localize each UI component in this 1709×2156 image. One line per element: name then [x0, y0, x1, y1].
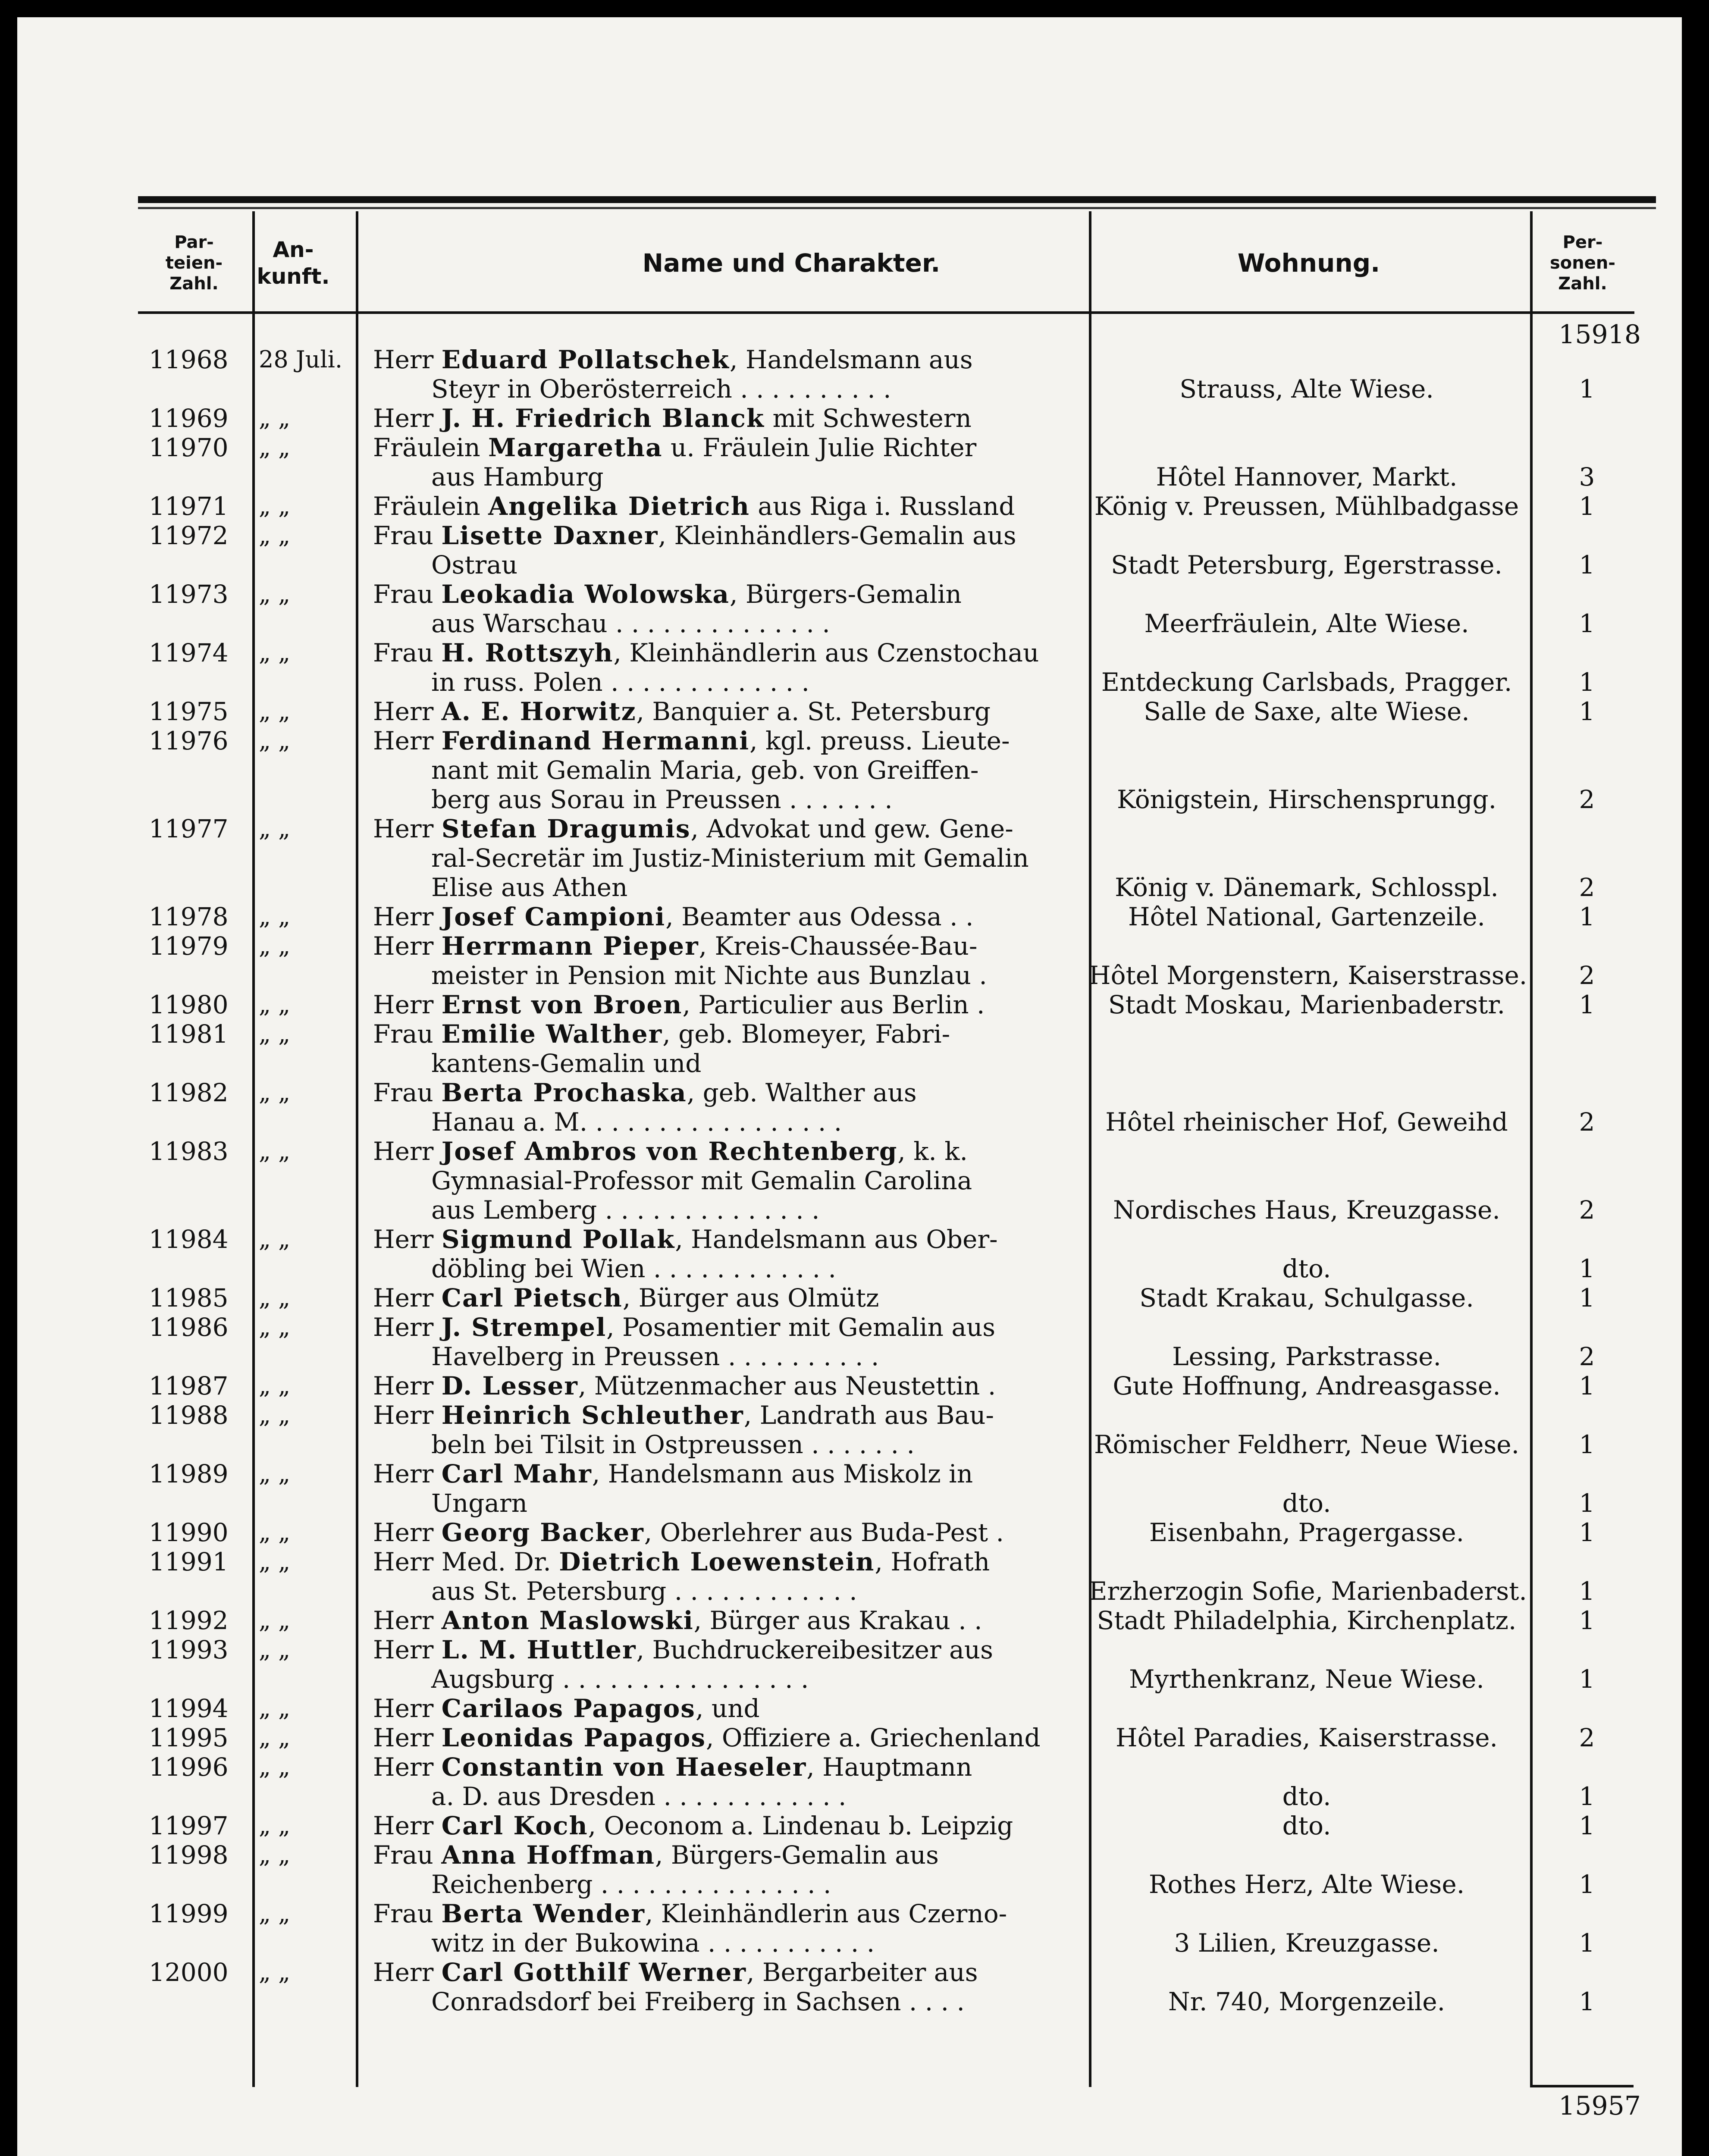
- header-personen: Per- sonen- Zahl.: [1550, 232, 1615, 294]
- title: Herr: [373, 1635, 442, 1664]
- person-count: 1: [1579, 902, 1595, 931]
- entry-name-continuation: witz in der Bukowina . . . . . . . . . . .: [431, 1928, 875, 1958]
- person-count: 1: [1579, 667, 1595, 697]
- description: , Landrath aus Bau-: [743, 1401, 994, 1430]
- person-count: 1: [1579, 609, 1595, 638]
- person-count: 1: [1579, 1254, 1595, 1283]
- entry-number: 11999: [149, 1899, 229, 1928]
- person-count: 1: [1579, 1928, 1595, 1958]
- header-rule: [138, 311, 1634, 314]
- person-name: Leonidas Papagos: [441, 1723, 706, 1752]
- entry-name-continuation: ral-Secretär im Justiz-Ministerium mit Gemalin: [431, 843, 1029, 873]
- entry-number: 11993: [149, 1635, 229, 1664]
- title: Herr: [373, 1283, 442, 1313]
- entry-number: 11987: [149, 1371, 229, 1401]
- description: , Banquier a. St. Petersburg: [636, 697, 991, 726]
- person-count: 1: [1579, 1371, 1595, 1401]
- entry-name-line: [373, 1078, 1080, 1107]
- title: Herr: [373, 1811, 442, 1840]
- person-name: Berta Prochaska: [441, 1078, 687, 1107]
- person-name: J. Strempel: [441, 1313, 607, 1342]
- header-wohnung: Wohnung.: [1237, 248, 1380, 278]
- entry-number: 11976: [149, 726, 229, 755]
- description: , Mützenmacher aus Neustettin .: [578, 1371, 996, 1401]
- title: Herr: [373, 1401, 442, 1430]
- col-rule-1: [252, 211, 255, 2087]
- entry-number: 11981: [149, 1019, 229, 1049]
- arrival-date: „ „: [259, 1812, 291, 1839]
- person-name: Heinrich Schleuther: [441, 1401, 744, 1430]
- title: Frau: [373, 638, 442, 667]
- description: , Particulier aus Berlin .: [682, 990, 985, 1019]
- entry-name-continuation: aus St. Petersburg . . . . . . . . . . . .: [431, 1576, 857, 1606]
- person-name: Carl Pietsch: [441, 1283, 623, 1313]
- person-name: Emilie Walther: [441, 1019, 663, 1049]
- title: Herr: [373, 902, 442, 931]
- residence: König v. Dänemark, Schlosspl.: [1115, 873, 1499, 902]
- title: Frau: [373, 521, 442, 550]
- header-parteien: Par- teien- Zahl.: [165, 232, 223, 294]
- residence: dto.: [1282, 1782, 1331, 1811]
- person-name: H. Rottszyh: [441, 638, 614, 667]
- description: , Bergarbeiter aus: [746, 1958, 978, 1987]
- title: Herr: [373, 1459, 442, 1489]
- person-name: Anna Hoffman: [441, 1840, 655, 1870]
- person-name: Carilaos Papagos: [441, 1694, 696, 1723]
- description: , k. k.: [897, 1137, 968, 1166]
- entry-number: 11982: [149, 1078, 229, 1107]
- entry-number: 11980: [149, 990, 229, 1019]
- residence: Entdeckung Carlsbads, Pragger.: [1101, 667, 1512, 697]
- residence: Stadt Petersburg, Egerstrasse.: [1111, 550, 1502, 580]
- residence: Meerfräulein, Alte Wiese.: [1144, 609, 1469, 638]
- description: , Hofrath: [875, 1547, 990, 1576]
- entry-name-line: [373, 1811, 1080, 1840]
- entry-name-continuation: Ostrau: [431, 550, 518, 580]
- entry-name-line: [373, 1606, 1080, 1635]
- person-name: Anton Maslowski: [441, 1606, 694, 1635]
- entry-number: 11979: [149, 931, 229, 961]
- col-rule-2: [356, 211, 358, 2087]
- person-name: A. E. Horwitz: [441, 697, 637, 726]
- title: Frau: [373, 1840, 442, 1870]
- entry-name-line: [373, 726, 1080, 755]
- arrival-date: „ „: [259, 404, 291, 432]
- title: Herr: [373, 1752, 442, 1782]
- person-name: D. Lesser: [441, 1371, 578, 1401]
- person-name: Angelika Dietrich: [488, 492, 750, 521]
- person-name: Carl Koch: [441, 1811, 588, 1840]
- arrival-date: „ „: [259, 991, 291, 1018]
- arrival-date: „ „: [259, 580, 291, 608]
- description: , Handelsmann aus Miskolz in: [592, 1459, 973, 1489]
- entry-name-line: [373, 1225, 1080, 1254]
- description: , Oberlehrer aus Buda-Pest .: [644, 1518, 1004, 1547]
- person-count: 2: [1579, 873, 1595, 902]
- person-count: 2: [1579, 961, 1595, 990]
- residence: Myrthenkranz, Neue Wiese.: [1129, 1664, 1484, 1694]
- entry-number: 11997: [149, 1811, 229, 1840]
- total-rule: [1530, 2085, 1634, 2087]
- entry-name-continuation: aus Lemberg . . . . . . . . . . . . . .: [431, 1195, 820, 1225]
- description: , geb. Walther aus: [687, 1078, 917, 1107]
- residence: dto.: [1282, 1489, 1331, 1518]
- entry-number: 11984: [149, 1225, 229, 1254]
- title: Frau: [373, 1899, 442, 1928]
- title: Herr: [373, 1518, 442, 1547]
- description: mit Schwestern: [765, 404, 972, 433]
- person-count: 1: [1579, 1782, 1595, 1811]
- residence: Eisenbahn, Pragergasse.: [1149, 1518, 1464, 1547]
- person-name: J. H. Friedrich Blanck: [441, 404, 765, 433]
- entry-name-continuation: berg aus Sorau in Preussen . . . . . . .: [431, 785, 893, 814]
- description: , geb. Blomeyer, Fabri-: [662, 1019, 950, 1049]
- residence: Strauss, Alte Wiese.: [1179, 374, 1434, 404]
- arrival-date: 28 Juli.: [259, 346, 343, 373]
- person-name: Berta Wender: [441, 1899, 645, 1928]
- title: Herr: [373, 1606, 442, 1635]
- person-count: 1: [1579, 1489, 1595, 1518]
- title: Herr: [373, 931, 442, 961]
- person-name: Stefan Dragumis: [441, 814, 691, 843]
- carry-out-total: 15957: [1558, 2091, 1641, 2121]
- header-ankunft: An- kunft.: [257, 237, 330, 289]
- title: Herr: [373, 404, 442, 433]
- arrival-date: „ „: [259, 492, 291, 520]
- arrival-date: „ „: [259, 1225, 291, 1253]
- description: , Handelsmann aus Ober-: [675, 1225, 998, 1254]
- entry-name-continuation: a. D. aus Dresden . . . . . . . . . . . .: [431, 1782, 847, 1811]
- arrival-date: „ „: [259, 1841, 291, 1868]
- title: Herr: [373, 1694, 442, 1723]
- entry-number: 11969: [149, 404, 229, 433]
- entry-name-line: [373, 1019, 1080, 1049]
- arrival-date: „ „: [259, 1284, 291, 1311]
- arrival-date: „ „: [259, 903, 291, 930]
- entry-name-continuation: aus Hamburg: [431, 462, 604, 492]
- arrival-date: „ „: [259, 1138, 291, 1165]
- table-header: [138, 211, 1634, 315]
- title: Herr: [373, 726, 442, 755]
- arrival-date: „ „: [259, 639, 291, 666]
- title: Herr: [373, 814, 442, 843]
- residence: Salle de Saxe, alte Wiese.: [1144, 697, 1470, 726]
- arrival-date: „ „: [259, 1460, 291, 1487]
- description: aus Riga i. Russland: [749, 492, 1015, 521]
- residence: Hôtel National, Gartenzeile.: [1128, 902, 1485, 931]
- entry-number: 11975: [149, 697, 229, 726]
- person-count: 1: [1579, 1870, 1595, 1899]
- residence: Erzherzogin Sofie, Marienbaderst.: [1089, 1576, 1527, 1606]
- description: , Oeconom a. Lindenau b. Leipzig: [588, 1811, 1013, 1840]
- person-count: 1: [1579, 492, 1595, 521]
- person-name: Josef Campioni: [441, 902, 666, 931]
- title: Frau: [373, 1078, 442, 1107]
- entry-name-line: [373, 1137, 1080, 1166]
- residence: Gute Hoffnung, Andreasgasse.: [1113, 1371, 1501, 1401]
- description: , Bürger aus Krakau . .: [693, 1606, 982, 1635]
- person-name: L. M. Huttler: [441, 1635, 637, 1664]
- residence: 3 Lilien, Kreuzgasse.: [1174, 1928, 1439, 1958]
- entry-name-line: [373, 1723, 1080, 1752]
- description: , Kleinhändlerin aus Czenstochau: [613, 638, 1039, 667]
- person-count: 1: [1579, 1606, 1595, 1635]
- entry-name-line: [373, 521, 1080, 550]
- description: , Bürgers-Gemalin aus: [655, 1840, 939, 1870]
- person-count: 2: [1579, 1107, 1595, 1137]
- arrival-date: „ „: [259, 1900, 291, 1927]
- person-count: 1: [1579, 374, 1595, 404]
- person-count: 1: [1579, 1283, 1595, 1313]
- entry-number: 11977: [149, 814, 229, 843]
- description: , kgl. preuss. Lieute-: [749, 726, 1010, 755]
- entry-name-line: [373, 1958, 1080, 1987]
- arrival-date: „ „: [259, 1753, 291, 1780]
- entry-number: 11986: [149, 1313, 229, 1342]
- arrival-date: „ „: [259, 932, 291, 959]
- entry-name-line: [373, 638, 1080, 667]
- person-count: 2: [1579, 1723, 1595, 1752]
- arrival-date: „ „: [259, 1695, 291, 1722]
- description: , und: [695, 1694, 760, 1723]
- title: Herr Med. Dr.: [373, 1547, 559, 1576]
- entry-name-continuation: kantens-Gemalin und: [431, 1049, 702, 1078]
- entry-number: 11972: [149, 521, 229, 550]
- arrival-date: „ „: [259, 1548, 291, 1575]
- description: , Offiziere a. Griechenland: [706, 1723, 1041, 1752]
- arrival-date: „ „: [259, 815, 291, 842]
- title: Herr: [373, 1371, 442, 1401]
- person-name: Carl Gotthilf Werner: [441, 1958, 746, 1987]
- person-name: Lisette Daxner: [441, 521, 659, 550]
- description: , Kleinhändlers-Gemalin aus: [658, 521, 1016, 550]
- entry-name-continuation: aus Warschau . . . . . . . . . . . . . .: [431, 609, 830, 638]
- entry-name-line: [373, 697, 1080, 726]
- entry-name-line: [373, 492, 1080, 521]
- entry-number: 11991: [149, 1547, 229, 1576]
- entry-name-line: [373, 814, 1080, 843]
- description: , Beamter aus Odessa . .: [665, 902, 974, 931]
- title: Herr: [373, 1313, 442, 1342]
- entry-name-line: [373, 902, 1080, 931]
- description: , Buchdruckereibesitzer aus: [636, 1635, 993, 1664]
- residence: dto.: [1282, 1254, 1331, 1283]
- person-name: Leokadia Wolowska: [441, 580, 730, 609]
- person-count: 1: [1579, 1430, 1595, 1459]
- description: , Posamentier mit Gemalin aus: [606, 1313, 996, 1342]
- entry-name-continuation: nant mit Gemalin Maria, geb. von Greiffen-: [431, 755, 979, 785]
- entry-number: 11983: [149, 1137, 229, 1166]
- residence: Stadt Krakau, Schulgasse.: [1139, 1283, 1474, 1313]
- entry-name-line: [373, 1459, 1080, 1489]
- top-rule: [138, 196, 1656, 203]
- entry-number: 11996: [149, 1752, 229, 1782]
- title: Herr: [373, 345, 442, 374]
- person-count: 1: [1579, 1576, 1595, 1606]
- col-rule-4: [1530, 211, 1533, 2087]
- entry-number: 11971: [149, 492, 229, 521]
- description: , Bürgers-Gemalin: [730, 580, 962, 609]
- title: Herr: [373, 697, 442, 726]
- arrival-date: „ „: [259, 1959, 291, 1986]
- person-count: 2: [1579, 1342, 1595, 1371]
- entry-number: 11974: [149, 638, 229, 667]
- entry-number: 11970: [149, 433, 229, 462]
- entry-name-line: [373, 1547, 1080, 1576]
- arrival-date: „ „: [259, 1607, 291, 1634]
- entry-number: 11992: [149, 1606, 229, 1635]
- residence: Nr. 740, Morgenzeile.: [1168, 1987, 1446, 2016]
- arrival-date: „ „: [259, 1313, 291, 1341]
- residence: Hôtel Hannover, Markt.: [1156, 462, 1458, 492]
- person-count: 2: [1579, 1195, 1595, 1225]
- entry-name-continuation: Reichenberg . . . . . . . . . . . . . . .: [431, 1870, 831, 1899]
- description: , Kreis-Chaussée-Bau-: [699, 931, 978, 961]
- arrival-date: „ „: [259, 1079, 291, 1106]
- person-count: 1: [1579, 1518, 1595, 1547]
- entry-name-line: [373, 433, 1080, 462]
- title: Frau: [373, 580, 442, 609]
- arrival-date: „ „: [259, 1724, 291, 1751]
- person-count: 2: [1579, 785, 1595, 814]
- person-name: Josef Ambros von Rechtenberg: [441, 1137, 898, 1166]
- entry-name-continuation: beln bei Tilsit in Ostpreussen . . . . . . .: [431, 1430, 915, 1459]
- entry-name-continuation: Augsburg . . . . . . . . . . . . . . . .: [431, 1664, 809, 1694]
- person-name: Carl Mahr: [441, 1459, 592, 1489]
- person-count: 1: [1579, 1811, 1595, 1840]
- arrival-date: „ „: [259, 1401, 291, 1429]
- residence: Königstein, Hirschensprungg.: [1116, 785, 1497, 814]
- entry-name-line: [373, 931, 1080, 961]
- title: Herr: [373, 990, 442, 1019]
- entry-name-continuation: Ungarn: [431, 1489, 528, 1518]
- residence: Rothes Herz, Alte Wiese.: [1148, 1870, 1465, 1899]
- description: , Advokat und gew. Gene-: [690, 814, 1013, 843]
- person-name: Ernst von Broen: [441, 990, 683, 1019]
- entry-number: 11990: [149, 1518, 229, 1547]
- entry-number: 11973: [149, 580, 229, 609]
- residence: Hôtel rheinischer Hof, Geweihd: [1105, 1107, 1508, 1137]
- entry-name-line: [373, 1401, 1080, 1430]
- entry-number: 11995: [149, 1723, 229, 1752]
- entry-name-line: [373, 1371, 1080, 1401]
- entry-name-continuation: döbling bei Wien . . . . . . . . . . . .: [431, 1254, 836, 1283]
- person-count: 1: [1579, 1664, 1595, 1694]
- description: , Handelsmann aus: [730, 345, 973, 374]
- residence: Hôtel Morgenstern, Kaiserstrasse.: [1089, 961, 1527, 990]
- entry-name-line: [373, 580, 1080, 609]
- entry-name-line: [373, 1283, 1080, 1313]
- entry-name-line: [373, 1840, 1080, 1870]
- title: Herr: [373, 1958, 442, 1987]
- entry-name-line: [373, 1635, 1080, 1664]
- title: Herr: [373, 1137, 442, 1166]
- entry-name-line: [373, 404, 1080, 433]
- entry-number: 11985: [149, 1283, 229, 1313]
- person-count: 1: [1579, 697, 1595, 726]
- entry-number: 11988: [149, 1401, 229, 1430]
- entry-name-line: [373, 1694, 1080, 1723]
- description: , Hauptmann: [806, 1752, 972, 1782]
- entry-name-continuation: in russ. Polen . . . . . . . . . . . . .: [431, 667, 809, 697]
- entry-name-continuation: Gymnasial-Professor mit Gemalin Carolina: [431, 1166, 972, 1195]
- residence: Römischer Feldherr, Neue Wiese.: [1094, 1430, 1520, 1459]
- residence: Lessing, Parkstrasse.: [1172, 1342, 1441, 1371]
- entry-number: 11968: [149, 345, 229, 374]
- title: Fräulein: [373, 433, 489, 462]
- description: u. Fräulein Julie Richter: [662, 433, 977, 462]
- arrival-date: „ „: [259, 522, 291, 549]
- arrival-date: „ „: [259, 1519, 291, 1546]
- title: Frau: [373, 1019, 442, 1049]
- residence: Stadt Moskau, Marienbaderstr.: [1108, 990, 1505, 1019]
- person-name: Dietrich Loewenstein: [559, 1547, 875, 1576]
- entry-number: 11994: [149, 1694, 229, 1723]
- entry-name-line: [373, 1518, 1080, 1547]
- entry-number: 12000: [149, 1958, 229, 1987]
- arrival-date: „ „: [259, 698, 291, 725]
- person-name: Sigmund Pollak: [441, 1225, 675, 1254]
- entry-name-continuation: meister in Pension mit Nichte aus Bunzlau .: [431, 961, 987, 990]
- residence: Nordisches Haus, Kreuzgasse.: [1113, 1195, 1500, 1225]
- person-name: Margaretha: [488, 433, 663, 462]
- entry-name-continuation: Steyr in Oberösterreich . . . . . . . . . .: [431, 374, 891, 404]
- entry-name-line: [373, 1752, 1080, 1782]
- entry-name-continuation: Havelberg in Preussen . . . . . . . . . .: [431, 1342, 879, 1371]
- entry-name-line: [373, 990, 1080, 1019]
- description: , Kleinhändlerin aus Czerno-: [645, 1899, 1007, 1928]
- person-count: 3: [1579, 462, 1595, 492]
- person-name: Herrmann Pieper: [441, 931, 699, 961]
- person-count: 1: [1579, 1987, 1595, 2016]
- person-name: Constantin von Haeseler: [441, 1752, 807, 1782]
- entry-name-line: [373, 345, 1080, 374]
- description: , Bürger aus Olmütz: [622, 1283, 879, 1313]
- top-rule-thin: [138, 207, 1656, 209]
- arrival-date: „ „: [259, 434, 291, 461]
- title: Fräulein: [373, 492, 489, 521]
- entry-name-continuation: Conradsdorf bei Freiberg in Sachsen . . . .: [431, 1987, 965, 2016]
- title: Herr: [373, 1225, 442, 1254]
- residence: König v. Preussen, Mühlbadgasse: [1094, 492, 1519, 521]
- entry-number: 11978: [149, 902, 229, 931]
- arrival-date: „ „: [259, 727, 291, 754]
- residence: dto.: [1282, 1811, 1331, 1840]
- arrival-date: „ „: [259, 1020, 291, 1047]
- arrival-date: „ „: [259, 1372, 291, 1399]
- person-count: 1: [1579, 990, 1595, 1019]
- header-name: Name und Charakter.: [642, 248, 941, 278]
- person-name: Georg Backer: [441, 1518, 644, 1547]
- entry-name-continuation: Hanau a. M. . . . . . . . . . . . . . . . .: [431, 1107, 842, 1137]
- carry-in-total: 15918: [1558, 320, 1641, 350]
- residence: Stadt Philadelphia, Kirchenplatz.: [1097, 1606, 1517, 1635]
- person-name: Ferdinand Hermanni: [441, 726, 750, 755]
- person-name: Eduard Pollatschek: [441, 345, 730, 374]
- residence: Hôtel Paradies, Kaiserstrasse.: [1115, 1723, 1498, 1752]
- entry-name-line: [373, 1899, 1080, 1928]
- arrival-date: „ „: [259, 1636, 291, 1663]
- entry-name-line: [373, 1313, 1080, 1342]
- person-count: 1: [1579, 550, 1595, 580]
- title: Herr: [373, 1723, 442, 1752]
- entry-number: 11989: [149, 1459, 229, 1489]
- entry-name-continuation: Elise aus Athen: [431, 873, 628, 902]
- entry-number: 11998: [149, 1840, 229, 1870]
